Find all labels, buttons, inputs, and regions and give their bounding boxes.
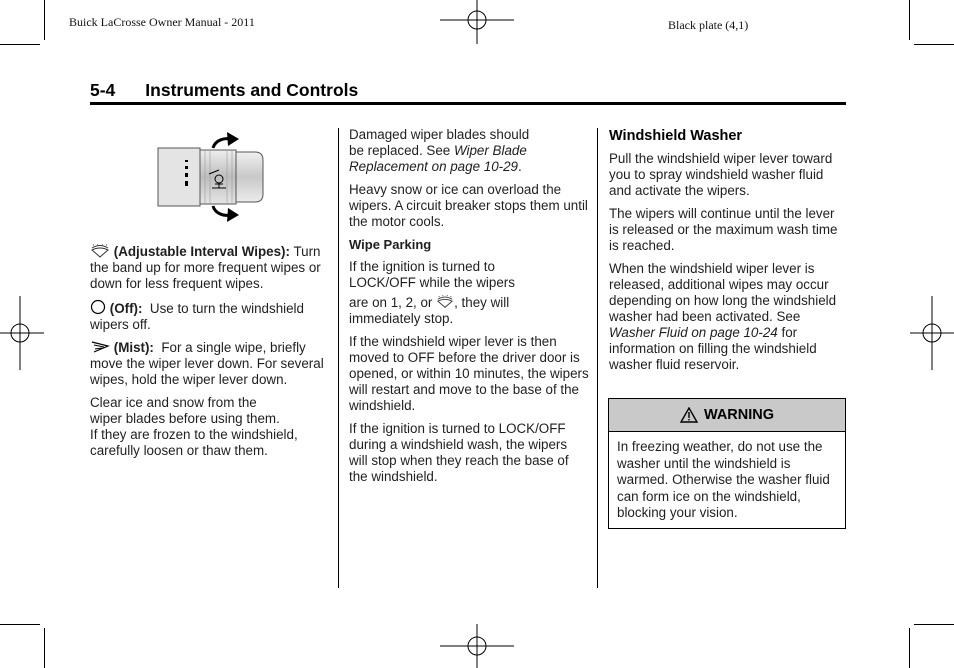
text-fragment: for information on filling the windshield washer fluid reservoir. xyxy=(609,325,817,372)
column-3 xyxy=(609,128,847,380)
column-1 xyxy=(90,244,330,466)
warning-triangle-icon xyxy=(680,407,698,423)
crop-mark xyxy=(44,0,45,40)
section-title: Instruments and Controls xyxy=(145,80,359,100)
section-header xyxy=(90,80,358,101)
mist-label: (Mist): xyxy=(113,340,154,355)
mist-paragraph xyxy=(90,340,330,388)
crop-target-icon xyxy=(910,296,954,370)
crop-mark xyxy=(914,624,954,625)
text-fragment: are on 1, 2, or xyxy=(349,295,433,310)
manual-title: Buick LaCrosse Owner Manual - 2011 xyxy=(69,15,255,29)
text-line: . xyxy=(518,159,522,174)
text-line: If they are frozen to the windshield, xyxy=(90,427,298,442)
crop-mark xyxy=(909,628,910,668)
adjustable-text: Turn the band up for more frequent wipes or down for less frequent wipes. xyxy=(90,244,321,291)
clear-ice-paragraph xyxy=(90,395,330,459)
adjustable-label: (Adjustable Interval Wipes): xyxy=(113,244,290,259)
text-line: carefully loosen or thaw them. xyxy=(90,443,268,458)
text-line: be replaced. See xyxy=(349,143,451,158)
header-rule xyxy=(90,102,846,105)
heavy-snow-paragraph: Heavy snow or ice can overload the wipers. A circuit breaker stops them until the motor cools. xyxy=(349,182,588,229)
lever-released-paragraph xyxy=(609,261,847,373)
text-line: Clear ice and snow from the xyxy=(90,395,257,410)
interval-wiper-icon xyxy=(90,244,110,258)
text-fragment: , they will xyxy=(454,295,510,310)
mist-text: For a single wipe, briefly move the wiper lever down. For several wipes, hold the wiper lever down. xyxy=(90,340,324,387)
pull-lever-paragraph: Pull the windshield wiper lever toward you to spray windshield washer fluid and activate the wipers. xyxy=(609,151,833,198)
wiper-blade-reference[interactable]: Wiper Blade Replacement on page 10-29 xyxy=(349,143,527,174)
text-line: If the ignition is turned to xyxy=(349,259,495,274)
crop-mark xyxy=(909,0,910,40)
off-label: (Off): xyxy=(109,301,143,316)
column-divider xyxy=(597,128,598,588)
crop-mark xyxy=(0,44,40,45)
mist-icon xyxy=(90,340,110,354)
section-number: 5-4 xyxy=(90,80,116,100)
warning-header xyxy=(609,399,845,432)
warning-text: In freezing weather, do not use the washer until the windshield is warmed. Otherwise the washer fluid can form ice on the windshield, blocking your vision. xyxy=(617,439,830,521)
interval-wiper-icon xyxy=(436,295,454,309)
adjustable-interval-paragraph xyxy=(90,244,330,292)
ignition-paragraph-1 xyxy=(349,259,589,327)
off-circle-icon xyxy=(90,299,106,315)
warning-box xyxy=(608,398,846,529)
lever-moved-paragraph: If the windshield wiper lever is then moved to OFF before the driver door is opened, or within 10 minutes, the wipers will restart and move to the base of the windshield. xyxy=(349,334,589,413)
text-fragment: When the windshield wiper lever is released, additional wipes may occur depending on how long the windshield washer had been activated. See xyxy=(609,261,837,324)
crop-mark xyxy=(44,628,45,668)
washer-fluid-reference[interactable]: Washer Fluid on page 10-24 xyxy=(609,325,778,340)
text-line: Damaged wiper blades should xyxy=(349,127,530,142)
wiper-lever-illustration xyxy=(155,130,267,224)
text-line: immediately stop. xyxy=(349,311,454,326)
text-line: wiper blades before using them. xyxy=(90,411,280,426)
warning-title: WARNING xyxy=(703,407,775,423)
column-divider xyxy=(338,128,339,588)
wipe-parking-heading: Wipe Parking xyxy=(349,237,432,252)
ignition-paragraph-2: If the ignition is turned to LOCK/OFF during a windshield wash, the wipers will stop when they reach the base of the windshield. xyxy=(349,421,569,484)
text-line xyxy=(349,295,509,311)
crop-mark xyxy=(914,44,954,45)
crop-target-icon xyxy=(0,296,44,370)
off-text: Use to turn the windshield wipers off. xyxy=(90,301,304,332)
windshield-washer-heading: Windshield Washer xyxy=(609,128,743,144)
damaged-paragraph xyxy=(349,127,589,175)
crop-mark xyxy=(0,624,40,625)
plate-info: Black plate (4,1) xyxy=(668,18,749,32)
column-2 xyxy=(349,127,589,492)
off-paragraph xyxy=(90,299,330,333)
text-line: LOCK/OFF while the wipers xyxy=(349,275,515,290)
crop-target-icon xyxy=(440,624,514,668)
wipers-continue-paragraph: The wipers will continue until the lever is released or the maximum wash time is reached. xyxy=(609,206,838,253)
crop-target-icon xyxy=(440,0,514,44)
